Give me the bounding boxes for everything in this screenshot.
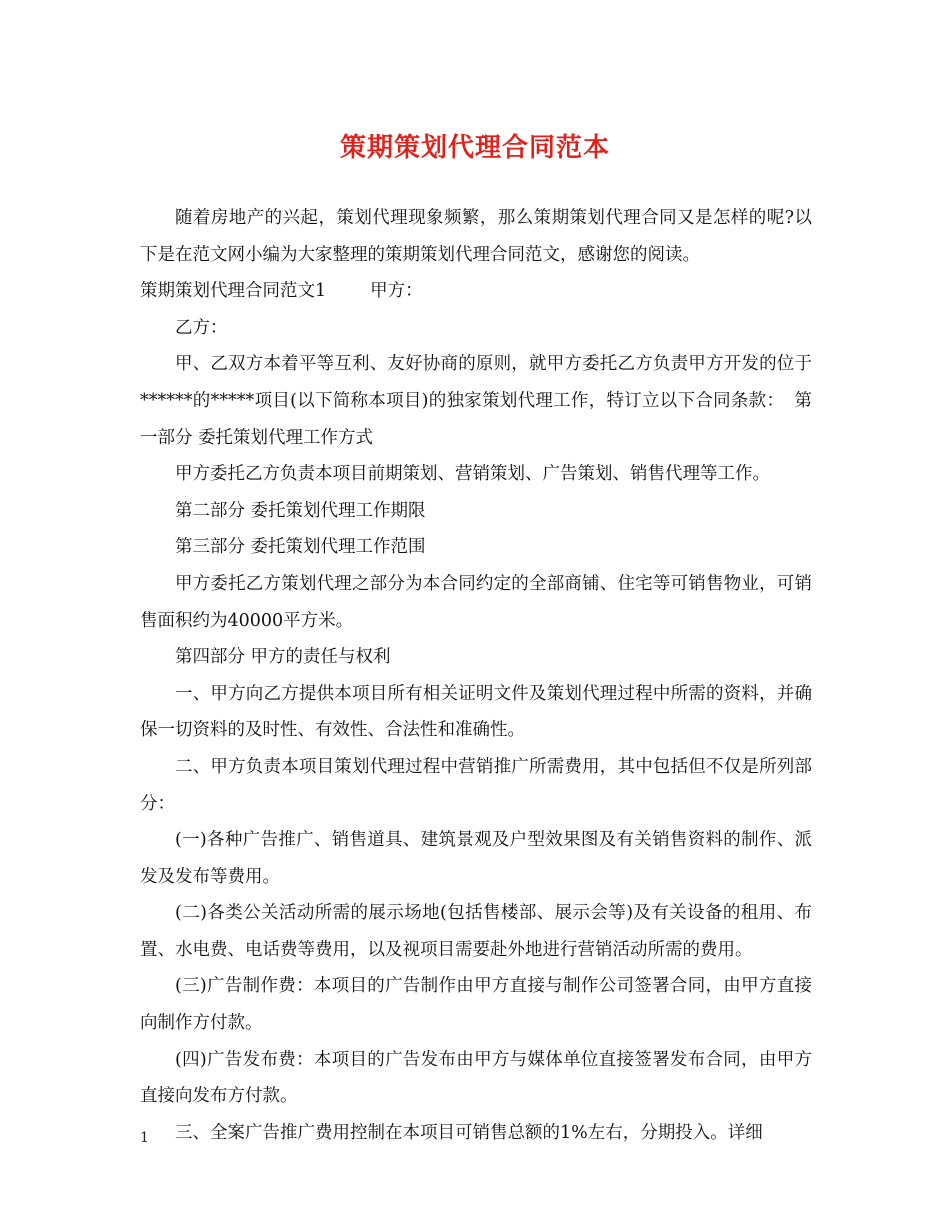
party-a-label: 甲方： xyxy=(370,281,423,302)
item-2: 二、甲方负责本项目策划代理过程中营销推广所需费用，其中包括但不仅是所列部分： xyxy=(140,756,812,814)
preamble-text: 甲、乙双方本着平等互利、友好协商的原则，就甲方委托乙方负责甲方开发的位于******的*****项目(以下简称本项目)的独家策划代理工作，特订立以下合同条款： xyxy=(140,354,812,411)
part1-heading: 第一部分 委托策划代理工作方式 xyxy=(140,390,813,448)
part3-heading: 第三部分 委托策划代理工作范围 xyxy=(175,537,426,558)
item-2-3: (三)广告制作费：本项目的广告制作由甲方直接与制作公司签署合同，由甲方直接向制作方付款。 xyxy=(140,976,812,1034)
part4-heading: 第四部分 甲方的责任与权利 xyxy=(175,647,391,668)
item-3: 三、全案广告推广费用控制在本项目可销售总额的1%左右，分期投入。详细 xyxy=(175,1122,763,1143)
preamble-paragraph xyxy=(140,346,812,456)
item-2-2: (二)各类公关活动所需的展示场地(包括售楼部、展示会等)及有关设备的租用、布置、水电费、电话费等费用，以及视项目需要赴外地进行营销活动所需的费用。 xyxy=(140,903,812,960)
intro-paragraph: 随着房地产的兴起，策划代理现象频繁，那么策期策划代理合同又是怎样的呢?以下是在范文网小编为大家整理的策期策划代理合同范文，感谢您的阅读。 xyxy=(140,208,812,265)
part1-body: 甲方委托乙方负责本项目前期策划、营销策划、广告策划、销售代理等工作。 xyxy=(175,464,770,485)
page-number: 1 xyxy=(140,1130,149,1146)
document-title: 策期策划代理合同范本 xyxy=(339,133,610,163)
party-b-label: 乙方： xyxy=(175,317,228,338)
sample-heading-line xyxy=(140,273,812,310)
document-body xyxy=(140,200,812,1151)
item-1: 一、甲方向乙方提供本项目所有相关证明文件及策划代理过程中所需的资料，并确保一切资料的及时性、有效性、合法性和准确性。 xyxy=(140,683,812,741)
sample-heading: 策期策划代理合同范文1 xyxy=(140,281,327,302)
part3-body: 甲方委托乙方策划代理之部分为本合同约定的全部商铺、住宅等可销售物业，可销售面积约为40000平方米。 xyxy=(140,573,812,631)
item-2-4: (四)广告发布费：本项目的广告发布由甲方与媒体单位直接签署发布合同，由甲方直接向发布方付款。 xyxy=(140,1049,812,1107)
item-2-1: (一)各种广告推广、销售道具、建筑景观及户型效果图及有关销售资料的制作、派发及发布等费用。 xyxy=(140,830,812,887)
part2-heading: 第二部分 委托策划代理工作期限 xyxy=(175,500,426,521)
